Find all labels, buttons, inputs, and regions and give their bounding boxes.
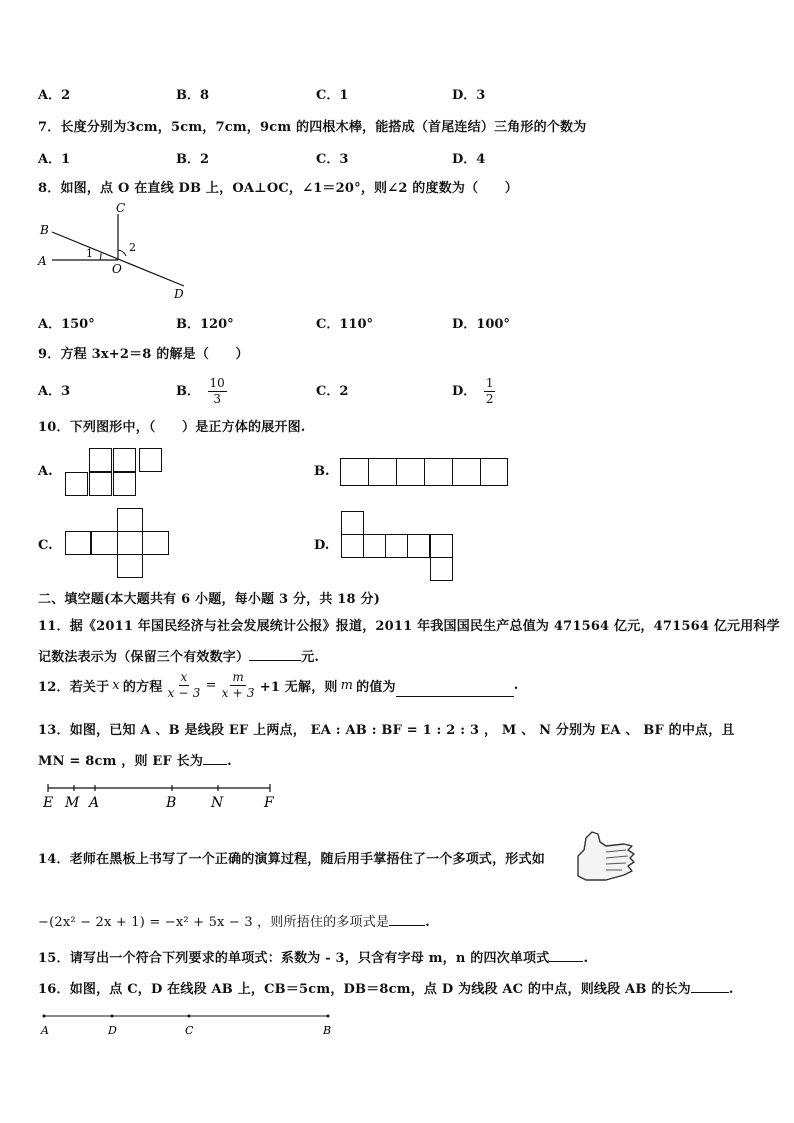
q6-option-a: A．2 — [38, 88, 71, 103]
q9-option-a: A．3 — [38, 384, 71, 399]
q12-answer-blank — [396, 684, 514, 697]
q10-text: 10．下列图形中，（ ）是正方体的展开图. — [38, 420, 306, 435]
hand-icon — [572, 828, 638, 884]
q9-option-b: B． $\frac{10}{3}$ — [176, 376, 225, 406]
q14-line2: −(2x² − 2x + 1) = −x² + 5x − 3 ，则所捂住的多项式是 . — [38, 915, 430, 930]
q8-angle-2: 2 — [129, 241, 136, 254]
q9-option-d: D． $\frac{1}{2}$ — [452, 376, 494, 406]
q16-line: 16．如图，点 C，D 在线段 AB 上，CB＝5cm，DB＝8cm，点 D 为线段 AC 的中点，则线段 AB 的长为 . — [38, 982, 734, 997]
q8-label-b: B — [40, 223, 49, 237]
q10-label-d: D. — [314, 538, 330, 553]
q12-line: 12．若关于 x 的方程 $\frac{x}{x - 3}$ = $\frac{m}{x + 3}$ +1 无解，则 m 的值为 . — [38, 670, 519, 700]
q8-option-a: A．150° — [38, 317, 95, 332]
q8-figure — [30, 198, 200, 306]
q8-angle-1: 1 — [86, 247, 93, 260]
q9-fraction-d: $\frac{1}{2}$ — [485, 376, 494, 406]
q14-line1: 14．老师在黑板上书写了一个正确的演算过程，随后用手掌捂住了一个多项式，形式如 — [38, 852, 545, 867]
q11-line2: 记数法表示为（保留三个有效数字） 元. — [38, 650, 320, 665]
q7-option-c: C．3 — [316, 152, 349, 167]
q10-label-c: C. — [38, 538, 53, 553]
q6-option-c: C．1 — [316, 88, 349, 103]
q16-label-b: B — [323, 1024, 332, 1037]
q16-label-d: D — [108, 1024, 117, 1037]
q9-text: 9．方程 3x+2＝8 的解是（ ） — [38, 347, 249, 362]
q6-option-d: D．3 — [452, 88, 486, 103]
q13-line2: MN = 8cm ，则 EF 长为 . — [38, 754, 232, 769]
q11-answer-blank — [249, 648, 301, 661]
q8-option-d: D．100° — [452, 317, 510, 332]
q7-option-a: A．1 — [38, 152, 71, 167]
q10-label-b: B. — [314, 464, 330, 479]
q6-option-b: B．8 — [176, 88, 210, 103]
q7-option-b: B．2 — [176, 152, 210, 167]
q13-line1: 13．如图，已知 A 、B 是线段 EF 上两点， EA : AB : BF = 1 : 2 : 3 ， M 、 N 分别为 EA 、 BF 的中点，且 — [38, 723, 735, 738]
q11-line1: 11．据《2011 年国民经济与社会发展统计公报》报道，2011 年我国国民生产总值为 471564 亿元，471564 亿元用科学 — [38, 619, 780, 634]
q8-label-d: D — [174, 287, 184, 301]
q15-answer-blank — [549, 949, 583, 962]
q13-label-a: A — [89, 795, 100, 810]
q15-line: 15．请写出一个符合下列要求的单项式：系数为 - 3，只含有字母 m，n 的四次单项式 . — [38, 951, 589, 966]
q9-fraction-b: $\frac{10}{3}$ — [209, 376, 225, 406]
q16-label-a: A — [41, 1024, 49, 1037]
q8-text: 8．如图，点 O 在直线 DB 上，OA⊥OC，∠1＝20°，则∠2 的度数为（ ） — [38, 181, 518, 196]
section2-heading: 二、填空题(本大题共有 6 小题，每小题 3 分，共 18 分) — [38, 592, 381, 607]
q16-answer-blank — [691, 980, 729, 993]
q8-option-c: C．110° — [316, 317, 373, 332]
q8-label-o: O — [112, 262, 122, 276]
q8-label-c: C — [116, 201, 126, 215]
q13-segment-figure — [38, 780, 288, 810]
q7-text: 7．长度分别为3cm，5cm，7cm，9cm 的四根木棒，能搭成（首尾连结）三角形的个数为 — [38, 120, 587, 135]
q14-answer-blank — [389, 913, 425, 926]
q16-segment-figure — [36, 1010, 336, 1040]
q13-label-f: F — [264, 795, 274, 810]
q8-label-a: A — [38, 254, 47, 268]
q13-label-b: B — [166, 795, 177, 810]
q10-label-a: A. — [38, 464, 53, 479]
q13-label-e: E — [43, 795, 54, 810]
q8-option-b: B．120° — [176, 317, 234, 332]
q16-label-c: C — [185, 1024, 194, 1037]
q13-label-m: M — [65, 795, 80, 810]
q13-answer-blank — [203, 752, 227, 765]
q9-option-c: C．2 — [316, 384, 349, 399]
q13-label-n: N — [211, 795, 224, 810]
q7-option-d: D．4 — [452, 152, 486, 167]
